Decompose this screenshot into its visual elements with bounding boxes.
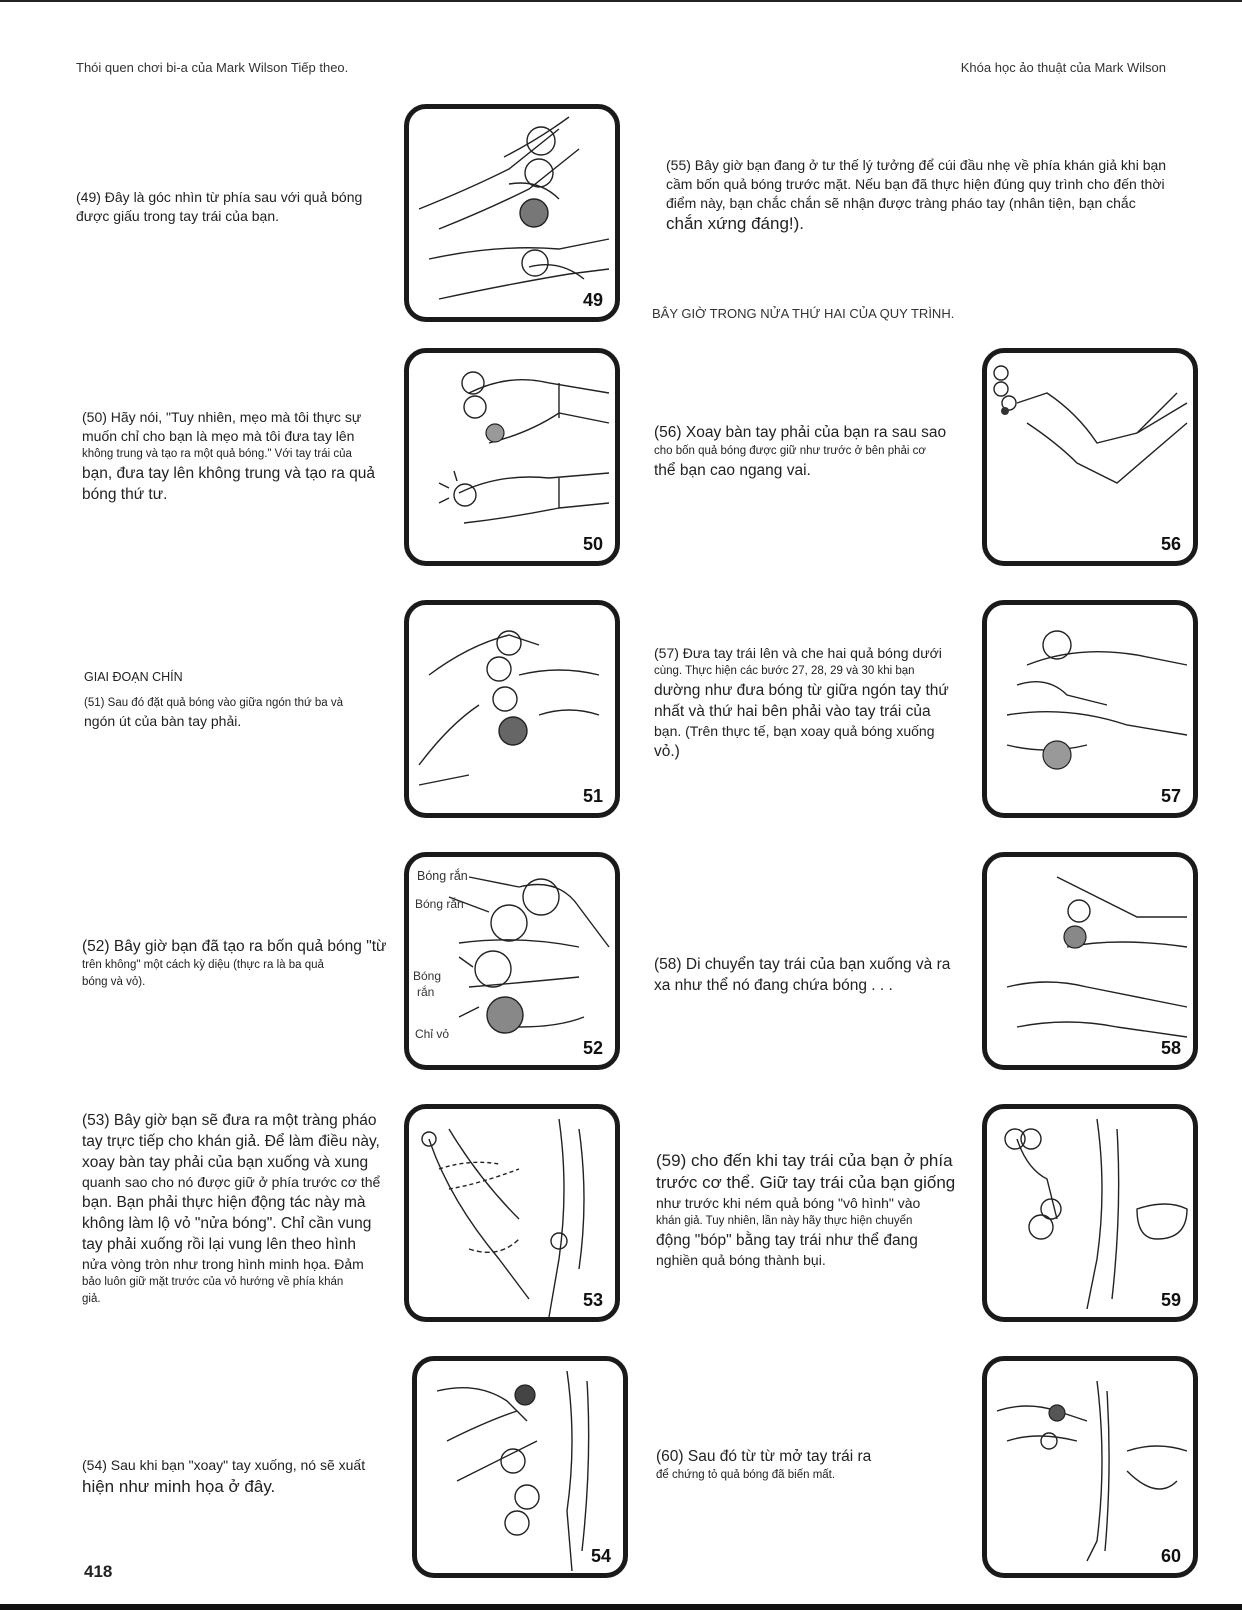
caption-60: (60) Sau đó từ từ mở tay trái ra để chứng tỏ quả bóng đã biến mất.	[656, 1448, 872, 1481]
caption-50: (50) Hãy nói, "Tuy nhiên, mẹo mà tôi thực sự muốn chỉ cho bạn là mẹo mà tôi đưa tay lên không trung và tạo ra một quả bóng." Với tay trái của bạn, đưa tay lên không trung và tạo ra quả bóng thứ tư.	[82, 409, 376, 503]
hand-drawing	[987, 857, 1193, 1065]
bottom-rule	[0, 1604, 1242, 1610]
hand-drawing	[409, 605, 615, 813]
panel-number: 52	[582, 1038, 603, 1058]
caption-58: (58) Di chuyển tay trái của bạn xuống và ra xa như thể nó đang chứa bóng . . .	[654, 956, 951, 994]
panel-number: 53	[582, 1290, 603, 1310]
page-number: 418	[84, 1562, 113, 1581]
illustration-panel-50	[404, 348, 620, 566]
caption-51: GIAI ĐOẠN CHÍN (51) Sau đó đặt quả bóng vào giữa ngón thứ ba và ngón út của bàn tay phải.	[84, 670, 344, 729]
running-header-left: Thói quen chơi bi-a của Mark Wilson Tiếp theo.	[76, 60, 349, 75]
illustration-panel-58	[982, 852, 1198, 1070]
stage-heading: GIAI ĐOẠN CHÍN	[84, 670, 183, 684]
illustration-panel-54	[412, 1356, 628, 1578]
panel-number: 56	[1160, 534, 1181, 554]
panel-number: 57	[1160, 786, 1181, 806]
panel-number: 50	[582, 534, 603, 554]
panel-number: 54	[590, 1546, 611, 1566]
panel-number: 49	[582, 290, 603, 310]
illustration-panel-59	[982, 1104, 1198, 1322]
hand-drawing	[987, 353, 1193, 561]
panel-number: 60	[1160, 1546, 1181, 1566]
illustration-panel-52	[404, 852, 620, 1070]
illustration-panel-60	[982, 1356, 1198, 1578]
caption-55: (55) Bây giờ bạn đang ở tư thế lý tưởng để cúi đầu nhẹ về phía khán giả khi bạn cầm bốn quả bóng trước mặt. Nếu bạn đã thực hiện đúng quy trình cho đến thời điểm này, bạn chắc chắn sẽ nhận được tràng pháo tay (nhân tiện, bạn chắc chắn xứng đáng!).	[666, 157, 1167, 233]
illustration-panel-51	[404, 600, 620, 818]
caption-56: (56) Xoay bàn tay phải của bạn ra sau sao cho bốn quả bóng được giữ như trước ở bên phải cơ thể bạn cao ngang vai.	[654, 424, 947, 479]
hand-drawing	[987, 1109, 1193, 1317]
label-solid-ball: Bóng rắn	[417, 869, 468, 883]
hand-drawing	[987, 605, 1193, 813]
top-rule	[0, 0, 1242, 2]
illustration-panel-57	[982, 600, 1198, 818]
panel-number: 51	[582, 786, 603, 806]
label-solid-ball: rắn	[417, 985, 435, 999]
caption-57: (57) Đưa tay trái lên và che hai quả bóng dưới cùng. Thực hiện các bước 27, 28, 29 và 30 khi bạn dường như đưa bóng từ giữa ngón tay thứ nhất và thứ hai bên phải vào tay trái của bạn. (Trên thực tế, bạn xoay quả bóng xuống vỏ.)	[654, 645, 949, 760]
hand-drawing	[409, 1109, 615, 1317]
illustration-panel-56	[982, 348, 1198, 566]
hand-drawing	[409, 353, 615, 561]
illustration-panel-49	[404, 104, 620, 322]
label-solid-ball: Bóng rắn	[415, 897, 464, 911]
caption-53: (53) Bây giờ bạn sẽ đưa ra một tràng pháo tay trực tiếp cho khán giả. Để làm điều này, xoay bàn tay phải của bạn xuống và xung quanh sao cho nó được giữ ở phía trước cơ thể bạn. Bạn phải thực hiện động tác này mà không làm lộ vỏ "nửa bóng". Chỉ cần vung tay phải xuống rồi lại vung lên theo hình nửa vòng tròn như trong hình minh họa. Đảm bảo luôn giữ mặt trước của vỏ hướng về phía khán giả.	[82, 1112, 381, 1305]
label-shell-only: Chỉ vỏ	[415, 1027, 450, 1041]
second-half-heading: BÂY GIỜ TRONG NỬA THỨ HAI CỦA QUY TRÌNH.	[652, 306, 955, 321]
caption-59: (59) cho đến khi tay trái của bạn ở phía trước cơ thể. Giữ tay trái của bạn giống như trước khi ném quả bóng "vô hình" vào khán giả. Tuy nhiên, lần này hãy thực hiện chuyển động "bóp" bằng tay trái như thể đang nghiền quả bóng thành bụi.	[656, 1151, 956, 1268]
hand-drawing	[987, 1361, 1193, 1573]
panel-number: 59	[1160, 1290, 1181, 1310]
caption-49: (49) Đây là góc nhìn từ phía sau với quả bóng được giấu trong tay trái của bạn.	[76, 189, 363, 224]
running-header-right: Khóa học ảo thuật của Mark Wilson	[960, 60, 1166, 75]
hand-drawing	[409, 109, 615, 317]
caption-54: (54) Sau khi bạn "xoay" tay xuống, nó sẽ xuất hiện như minh họa ở đây.	[82, 1457, 366, 1496]
illustration-panel-53	[404, 1104, 620, 1322]
hand-drawing	[417, 1361, 623, 1573]
caption-52: (52) Bây giờ bạn đã tạo ra bốn quả bóng "từ trên không" một cách kỳ diệu (thực ra là ba quả bóng và vỏ).	[82, 938, 387, 988]
label-solid-ball: Bóng	[413, 969, 442, 983]
panel-number: 58	[1160, 1038, 1181, 1058]
